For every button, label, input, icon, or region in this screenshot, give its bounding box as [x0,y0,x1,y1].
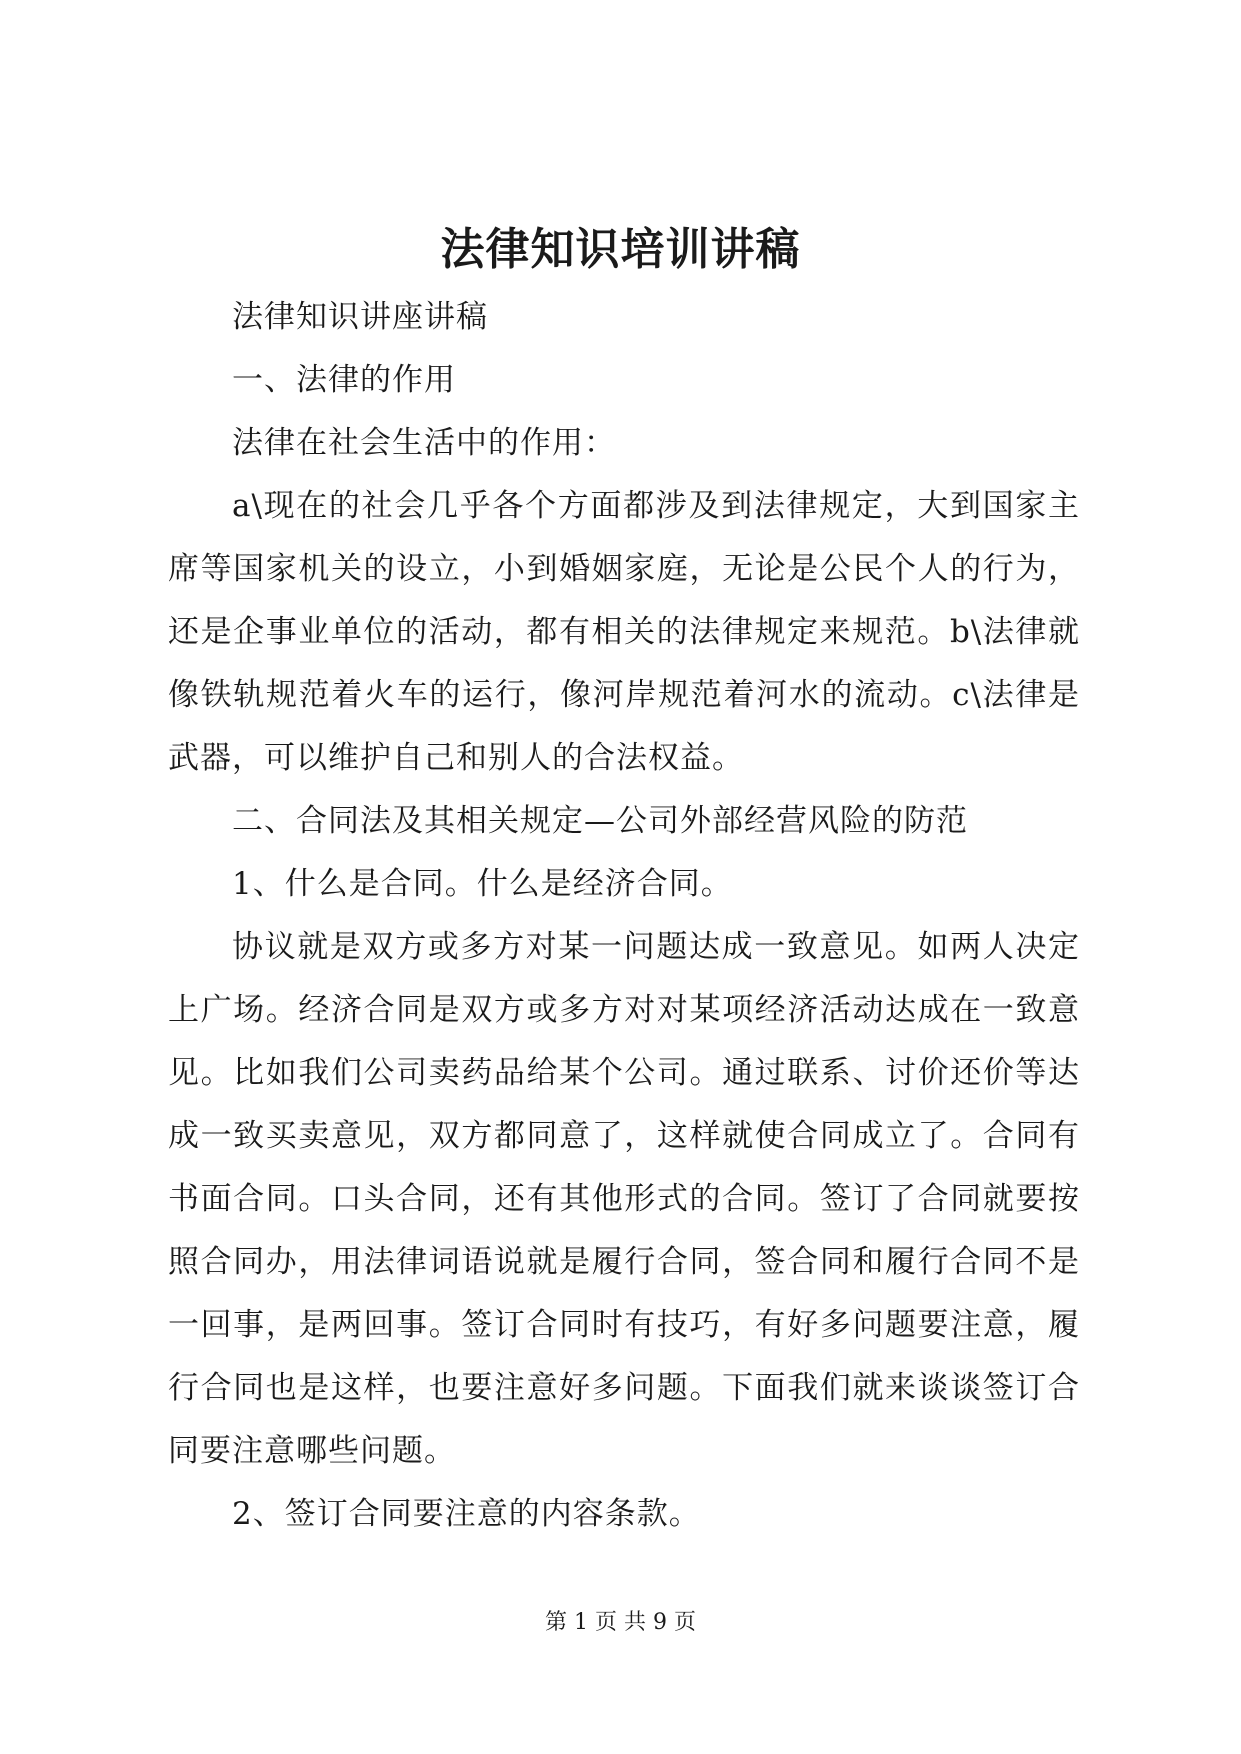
page-number: 第 1 页 共 9 页 [545,1610,696,1635]
heading-what-is-contract: 1、什么是合同。什么是经济合同。 [232,866,733,902]
heading-contract-clauses: 2、签订合同要注意的内容条款。 [232,1496,701,1532]
paragraph-lecture-subtitle: 法律知识讲座讲稿 [232,299,488,335]
document-title: 法律知识培训讲稿 [440,224,801,275]
paragraph-law-examples: a\现在的社会几乎各个方面都涉及到法律规定，大到国家主席等国家机关的设立，小到婚姻家庭，无论是公民个人的行为，还是企事业单位的活动，都有相关的法律规定来规范。b\法律就像铁轨规范着火车的运行，像河岸规范着河水的流动。c\法律是武器，可以维护自己和别人的合法权益。 [168,488,1080,776]
heading-law-function: 一、法律的作用 [232,362,456,398]
paragraph-law-in-society: 法律在社会生活中的作用： [232,425,616,461]
heading-contract-law: 二、合同法及其相关规定—公司外部经营风险的防范 [232,803,968,839]
paragraph-contract-explanation: 协议就是双方或多方对某一问题达成一致意见。如两人决定上广场。经济合同是双方或多方对对某项经济活动达成在一致意见。比如我们公司卖药品给某个公司。通过联系、讨价还价等达成一致买卖意见，双方都同意了，这样就使合同成立了。合同有书面合同。口头合同，还有其他形式的合同。签订了合同就要按照合同办，用法律词语说就是履行合同，签合同和履行合同不是一回事，是两回事。签订合同时有技巧，有好多问题要注意，履行合同也是这样，也要注意好多问题。下面我们就来谈谈签订合同要注意哪些问题。 [168,929,1080,1469]
document-body [168,286,1080,1546]
